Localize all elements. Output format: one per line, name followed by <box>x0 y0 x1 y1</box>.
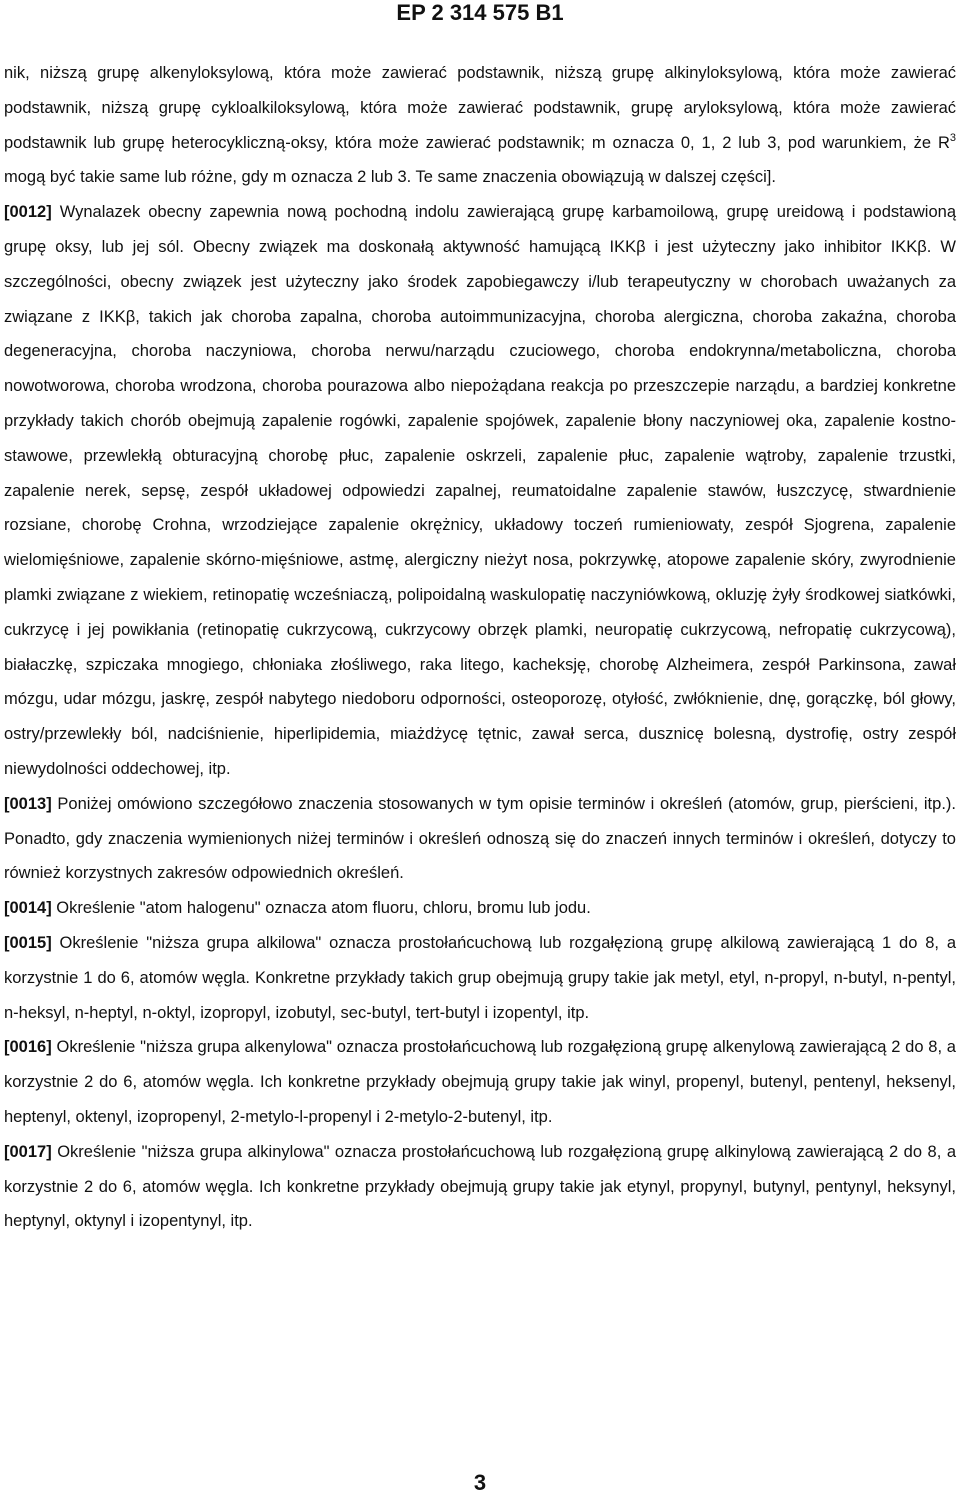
paragraph-0017 <box>4 1135 956 1239</box>
document-body <box>4 56 956 1239</box>
paragraph-text: Określenie "niższa grupa alkenylowa" oznacza prostołańcuchową lub rozgałęzioną grupę alkenylową zawierającą 2 do 8, a korzystnie 2 do 6, atomów węgla. Ich konkretne przykłady obejmują grupy takie jak winyl, propenyl, butenyl, pentenyl, heksenyl, heptenyl, oktenyl, izopropenyl, 2-metylo-l-propenyl i 2-metylo-2-butenyl, itp. <box>4 1038 956 1126</box>
paragraph-number: [0013] <box>4 794 52 813</box>
paragraph-0014 <box>4 891 956 926</box>
paragraph-0013 <box>4 787 956 891</box>
intro-text-b: mogą być takie same lub różne, gdy m oznacza 2 lub 3. Te same znaczenia obowiązują w dalszej części]. <box>4 168 776 187</box>
paragraph-text: Wynalazek obecny zapewnia nową pochodną indolu zawierającą grupę karbamoilową, grupę ureidową i podstawioną grupę oksy, lub jej sól. Obecny związek ma doskonałą aktywność hamującą IKKβ i jest użyteczny jako inhibitor IKKβ. W szczególności, obecny związek jest użyteczny jako środek zapobiegawczy i/lub terapeutyczny w chorobach uważanych za związane z IKKβ, takich jak choroba zapalna, choroba autoimmunizacyjna, choroba alergiczna, choroba zakaźna, choroba degeneracyjna, choroba naczyniowa, choroba nerwu/narządu czuciowego, choroba endokrynna/metaboliczna, choroba nowotworowa, choroba wrodzona, choroba pourazowa albo niepożądana reakcja po przeszczepie narządu, a bardziej konkretne przykłady takich chorób obejmują zapalenie rogówki, zapalenie spojówek, zapalenie błony naczyniowej oka, zapalenie kostno-stawowe, przewlekłą obturacyjną chorobę płuc, zapalenie oskrzeli, zapalenie płuc, zapalenie wątroby, zapalenie trzustki, zapalenie nerek, sepsę, zespół układowej odpowiedzi zapalnej, reumatoidalne zapalenie stawów, łuszczycę, stwardnienie rozsiane, chorobę Crohna, wrzodziejące zapalenie okrężnicy, układowy toczeń rumieniowaty, zespół Sjogrena, zapalenie wielomięśniowe, zapalenie skórno-mięśniowe, astmę, alergiczny nieżyt nosa, pokrzywkę, atopowe zapalenie skóry, zwyrodnienie plamki związane z wiekiem, retinopatię wcześniaczą, polipoidalną waskulopatię naczyniówkową, okluzję żyły środkowej siatkówki, cukrzycę i jej powikłania (retinopatię cukrzycową, cukrzycowy obrzęk plamki, neuropatię cukrzycową, nefropatię cukrzycową), białaczkę, szpiczaka mnogiego, chłoniaka złośliwego, raka litego, kacheksję, chorobę Alzheimera, zespół Parkinsona, zawał mózgu, udar mózgu, jaskrę, zespół nabytego niedoboru odporności, osteoporozę, otyłość, zwłóknienie, dnę, gorączkę, ból głowy, ostry/przewlekły ból, nadciśnienie, hiperlipidemia, miażdżycę tętnic, zawał serca, dusznicę bolesną, dystrofię, ostry zespół niewydolności oddechowej, itp. <box>4 203 956 778</box>
intro-paragraph <box>4 56 956 195</box>
paragraph-number: [0012] <box>4 203 52 222</box>
paragraph-text: Poniżej omówiono szczegółowo znaczenia stosowanych w tym opisie terminów i określeń (atomów, grup, pierścieni, itp.). Ponadto, gdy znaczenia wymienionych niżej terminów i określeń odnoszą się do znaczeń innych terminów i określeń, dotyczy to również korzystnych zakresów odpowiednich określeń. <box>4 794 956 883</box>
intro-text-a: nik, niższą grupę alkenyloksylową, która może zawierać podstawnik, niższą grupę alkinyloksylową, która może zawierać podstawnik, niższą grupę cykloalkiloksylową, która może zawierać podstawnik, grupę aryloksylową, która może zawierać podstawnik lub grupę heterocykliczną-oksy, która może zawierać podstawnik; m oznacza 0, 1, 2 lub 3, pod warunkiem, że R <box>4 64 956 152</box>
paragraph-text: Określenie "niższa grupa alkilowa" oznacza prostołańcuchową lub rozgałęzioną grupę alkilową zawierającą 1 do 8, a korzystnie 1 do 6, atomów węgla. Konkretne przykłady takich grup obejmują grupy takie jak metyl, etyl, n-propyl, n-butyl, n-pentyl, n-heksyl, n-heptyl, n-oktyl, izopropyl, izobutyl, sec-butyl, tert-butyl i izopentyl, itp. <box>4 933 956 1022</box>
page-number: 3 <box>473 1470 487 1495</box>
superscript-3: 3 <box>949 131 956 144</box>
paragraph-number: [0017] <box>4 1142 52 1161</box>
paragraph-number: [0014] <box>4 899 52 918</box>
paragraph-text: Określenie "niższa grupa alkinylowa" oznacza prostołańcuchową lub rozgałęzioną grupę alkinylową zawierającą 2 do 8, a korzystnie 2 do 6, atomów węgla. Ich konkretne przykłady obejmują grupy takie jak etynyl, propynyl, butynyl, pentynyl, heksynyl, heptynyl, oktynyl i izopentynyl, itp. <box>4 1142 956 1231</box>
document-header: EP 2 314 575 B1 <box>396 0 564 25</box>
paragraph-number: [0015] <box>4 933 52 952</box>
paragraph-0016 <box>4 1030 956 1134</box>
paragraph-0015 <box>4 926 956 1030</box>
paragraph-number: [0016] <box>4 1038 52 1057</box>
paragraph-text: Określenie "atom halogenu" oznacza atom fluoru, chloru, bromu lub jodu. <box>56 899 591 918</box>
paragraph-0012 <box>4 195 956 787</box>
